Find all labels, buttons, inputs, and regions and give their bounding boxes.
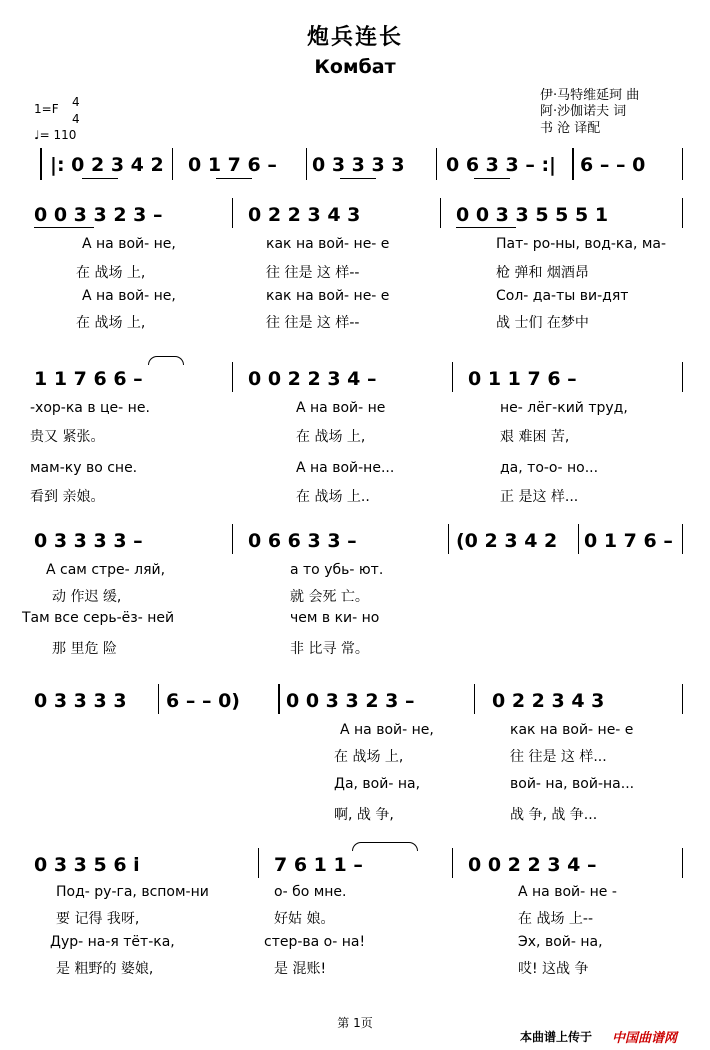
key-signature: 1=F: [34, 102, 59, 116]
tie: [352, 842, 418, 851]
lyric-line: 好姑 娘。: [274, 911, 335, 927]
lyric-line: как на вой- не- е: [510, 722, 634, 738]
barline: [682, 362, 683, 392]
lyric-line: 贵又 紧张。: [30, 429, 105, 445]
measure: 0 0 2 2 3 4 –: [248, 368, 377, 390]
lyric-line: 是 粗野的 婆娘,: [56, 961, 154, 977]
beam: [34, 227, 94, 228]
song-title: 炮兵连长: [306, 24, 403, 50]
song-subtitle: Комбат: [314, 56, 396, 78]
lyric-line: мам-ку во сне.: [30, 460, 138, 476]
lyric-line: А на вой- не,: [82, 236, 176, 252]
time-signature-bottom: 4: [72, 112, 80, 126]
beam: [82, 178, 118, 179]
measure: 0 1 7 6 –: [188, 154, 277, 176]
lyric-line: 在 战场 上,: [76, 265, 146, 281]
lyric-line: 枪 弹和 烟酒昂: [496, 265, 589, 281]
barline: [440, 198, 441, 228]
measure: 0 2 2 3 4 3: [248, 204, 361, 226]
tempo-mark: ♩= 110: [34, 128, 77, 142]
barline: [278, 684, 280, 714]
tie: [148, 356, 184, 365]
measure: 7 6 1 1 –: [274, 854, 363, 876]
lyric-line: А на вой- не: [296, 400, 386, 416]
measure: 0 3 3 3 3: [312, 154, 405, 176]
barline: [682, 684, 683, 714]
translator-credit: 书 沧 译配: [540, 121, 601, 136]
barline: [474, 684, 475, 714]
barline: [232, 198, 233, 228]
lyric-line: о- бо мне.: [274, 884, 347, 900]
site-logo[interactable]: 中国曲谱网: [612, 1031, 678, 1046]
measure: 0 0 2 2 3 4 –: [468, 854, 597, 876]
lyric-line: 动 作迟 缓,: [52, 589, 122, 605]
beam: [456, 227, 516, 228]
lyric-line: 啊, 战 争,: [334, 807, 394, 823]
lyric-line: 战 争, 战 争...: [510, 807, 598, 823]
lyric-line: 在 战场 上,: [296, 429, 366, 445]
repeat-start-barline: [40, 148, 42, 180]
measure: 0 3 3 3 3 –: [34, 530, 143, 552]
measure: 0 0 3 3 2 3 –: [286, 690, 415, 712]
lyric-line: 那 里危 险: [52, 641, 117, 657]
barline: [452, 848, 453, 878]
lyric-line: Пат- ро-ны, вод-ка, ма-: [496, 236, 667, 252]
lyric-line: А сам стре- ляй,: [46, 562, 166, 578]
lyricist-credit: 阿·沙伽诺夫 词: [540, 104, 627, 119]
barline: [452, 362, 453, 392]
lyric-line: Под- ру-га, вспом-ни: [56, 884, 209, 900]
barline: [448, 524, 449, 554]
barline: [158, 684, 159, 714]
repeat-end-barline: [572, 148, 574, 180]
lyric-line: 看到 亲娘。: [30, 489, 105, 505]
lyric-line: Там все серь-ёз- ней: [22, 610, 175, 626]
lyric-line: вой- на, вой-на...: [510, 776, 635, 792]
lyric-line: А на вой- не -: [518, 884, 617, 900]
lyric-line: как на вой- не- е: [266, 288, 390, 304]
lyric-line: Эх, вой- на,: [518, 934, 603, 950]
lyric-line: не- лёг-кий труд,: [500, 400, 628, 416]
lyric-line: А на вой- не,: [82, 288, 176, 304]
measure: 6 – – 0): [166, 690, 240, 712]
lyric-line: 要 记得 我呀,: [56, 911, 140, 927]
time-signature-top: 4: [72, 95, 80, 109]
lyric-line: 哎! 这战 争: [518, 961, 589, 977]
lyric-line: 往 往是 这 样...: [510, 749, 607, 765]
lyric-line: 非 比寻 常。: [290, 641, 369, 657]
measure: 0 3 3 5 6 i: [34, 854, 140, 876]
measure: (0 2 3 4 2: [456, 530, 558, 552]
measure: 0 0 3 3 2 3 –: [34, 204, 163, 226]
measure: 0 1 1 7 6 –: [468, 368, 577, 390]
lyric-line: -хор-ка в це- не.: [30, 400, 150, 416]
barline: [682, 848, 683, 878]
beam: [340, 178, 376, 179]
upload-note: 本曲谱上传于: [520, 1030, 593, 1044]
lyric-line: стер-ва о- на!: [264, 934, 366, 950]
lyric-line: как на вой- не- е: [266, 236, 390, 252]
barline: [436, 148, 437, 180]
lyric-line: чем в ки- но: [290, 610, 380, 626]
lyric-line: 在 战场 上--: [518, 911, 594, 927]
lyric-line: 艰 难困 苦,: [500, 429, 570, 445]
barline: [682, 148, 683, 180]
lyric-line: А на вой-не...: [296, 460, 395, 476]
lyric-line: 往 往是 这 样--: [266, 315, 360, 331]
lyric-line: 是 混账!: [274, 961, 327, 977]
measure: 0 6 3 3 – :|: [446, 154, 556, 176]
lyric-line: 就 会死 亡。: [290, 589, 369, 605]
barline: [258, 848, 259, 878]
lyric-line: 往 往是 这 样--: [266, 265, 360, 281]
lyric-line: 在 战场 上,: [76, 315, 146, 331]
barline: [682, 524, 683, 554]
lyric-line: а то убь- ют.: [290, 562, 384, 578]
measure: 0 6 6 3 3 –: [248, 530, 357, 552]
beam: [216, 178, 252, 179]
barline: [578, 524, 579, 554]
measure: |: 0 2 3 4 2: [50, 154, 164, 176]
barline: [232, 362, 233, 392]
page-number: 第 1页: [337, 1016, 373, 1030]
beam: [474, 178, 510, 179]
lyric-line: 正 是这 样...: [500, 489, 579, 505]
measure: 0 1 7 6 –: [584, 530, 673, 552]
barline: [232, 524, 233, 554]
barline: [172, 148, 173, 180]
lyric-line: да, то-о- но...: [500, 460, 599, 476]
lyric-line: А на вой- не,: [340, 722, 434, 738]
measure: 1 1 7 6 6 –: [34, 368, 143, 390]
lyric-line: Сол- да-ты ви-дят: [496, 288, 629, 304]
lyric-line: Да, вой- на,: [334, 776, 421, 792]
composer-credit: 伊·马特维延珂 曲: [540, 88, 640, 103]
lyric-line: 在 战场 上..: [296, 489, 370, 505]
measure: 0 3 3 3 3: [34, 690, 127, 712]
measure: 6 – – 0: [580, 154, 646, 176]
barline: [306, 148, 307, 180]
lyric-line: 在 战场 上,: [334, 749, 404, 765]
lyric-line: Дур- на-я тёт-ка,: [50, 934, 175, 950]
lyric-line: 战 士们 在梦中: [496, 315, 589, 331]
barline: [682, 198, 683, 228]
measure: 0 0 3 3 5 5 5 1: [456, 204, 609, 226]
measure: 0 2 2 3 4 3: [492, 690, 605, 712]
